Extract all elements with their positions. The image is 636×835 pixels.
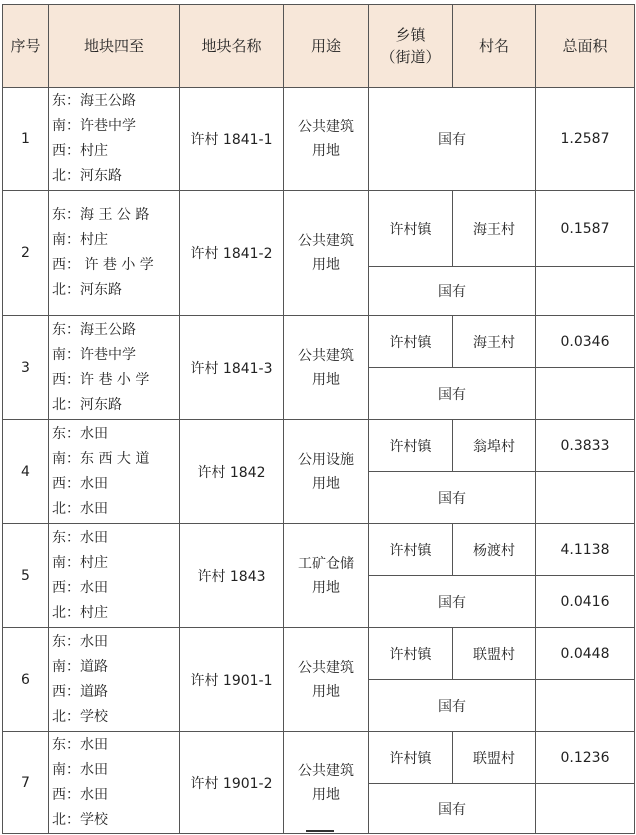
use-cell (284, 524, 369, 628)
use-line1: 公共建筑 (298, 347, 354, 364)
header-bounds: 地块四至 (49, 5, 180, 88)
bound-east: 东：水田 (52, 736, 108, 753)
use-line1: 公共建筑 (298, 762, 354, 779)
use-cell (284, 316, 369, 420)
bound-south: 南：东 西 大 道 (52, 450, 150, 467)
header-seq: 序号 (3, 5, 49, 88)
bound-west: 西： 许 巷 小 学 (52, 257, 154, 273)
village-cell: 翁埠村 (453, 420, 536, 472)
bound-south: 南：道路 (52, 658, 108, 675)
parcel-name-cell: 许村 1843 (180, 524, 284, 628)
parcel-name-cell: 许村 1901-2 (180, 732, 284, 834)
header-town-line2: （街道） (380, 48, 441, 66)
use-line1: 工矿仓储 (298, 555, 354, 572)
owner-cell: 国有 (369, 368, 536, 420)
use-line2: 用地 (312, 579, 340, 596)
area-empty-cell (536, 784, 635, 834)
town-cell: 许村镇 (369, 420, 453, 472)
parcel-name-cell: 许村 1842 (180, 420, 284, 524)
use-line2: 用地 (312, 786, 340, 803)
seq-cell: 4 (3, 420, 49, 524)
table-row (3, 316, 635, 368)
seq-cell: 6 (3, 628, 49, 732)
bound-west: 西：水田 (52, 475, 108, 492)
owner-cell: 国有 (369, 784, 536, 834)
bounds-cell (49, 420, 180, 524)
seq-cell: 1 (3, 88, 49, 191)
use-cell (284, 732, 369, 834)
owner-cell: 国有 (369, 267, 536, 316)
bounds-cell (49, 524, 180, 628)
town-cell: 许村镇 (369, 316, 453, 368)
header-town (369, 5, 453, 88)
bound-north: 北：学校 (52, 811, 108, 828)
use-line2: 用地 (312, 475, 340, 492)
bound-south: 南：村庄 (52, 232, 108, 248)
owner-cell: 国有 (369, 472, 536, 524)
village-cell: 联盟村 (453, 732, 536, 784)
bound-west: 西：水田 (52, 786, 108, 803)
use-line2: 用地 (312, 143, 340, 159)
parcel-name-cell: 许村 1841-3 (180, 316, 284, 420)
bottom-rule (306, 830, 334, 832)
bound-west: 西：许 巷 小 学 (52, 371, 150, 388)
header-use: 用途 (284, 5, 369, 88)
use-line1: 公用设施 (298, 451, 354, 468)
town-cell: 许村镇 (369, 628, 453, 680)
table-row (3, 524, 635, 576)
bound-east: 东：水田 (52, 633, 108, 650)
bound-east: 东：海王公路 (52, 93, 136, 109)
bounds-cell (49, 732, 180, 834)
area-empty-cell (536, 472, 635, 524)
table-row (3, 420, 635, 472)
bound-west: 西：水田 (52, 579, 108, 596)
table-row (3, 628, 635, 680)
town-cell: 许村镇 (369, 191, 453, 267)
bound-south: 南：村庄 (52, 554, 108, 571)
use-cell (284, 191, 369, 316)
bounds-cell (49, 191, 180, 316)
bound-east: 东：水田 (52, 529, 108, 546)
bound-north: 北：河东路 (52, 282, 122, 298)
area-cell: 1.2587 (536, 88, 635, 191)
village-cell: 杨渡村 (453, 524, 536, 576)
header-area: 总面积 (536, 5, 635, 88)
parcel-name-cell: 许村 1841-2 (180, 191, 284, 316)
seq-cell: 7 (3, 732, 49, 834)
use-cell (284, 88, 369, 191)
area-cell: 0.1236 (536, 732, 635, 784)
header-name: 地块名称 (180, 5, 284, 88)
owner-cell: 国有 (369, 680, 536, 732)
seq-cell: 5 (3, 524, 49, 628)
area-cell: 0.3833 (536, 420, 635, 472)
area-cell-2: 0.0416 (536, 576, 635, 628)
village-cell: 海王村 (453, 191, 536, 267)
use-line2: 用地 (312, 257, 340, 273)
header-row (3, 5, 635, 88)
bound-south: 南：许巷中学 (52, 118, 136, 134)
seq-cell: 3 (3, 316, 49, 420)
table-row (3, 732, 635, 784)
area-cell: 0.1587 (536, 191, 635, 267)
use-line1: 公共建筑 (298, 233, 354, 249)
bound-north: 北：学校 (52, 708, 108, 725)
area-empty-cell (536, 680, 635, 732)
area-cell: 0.0346 (536, 316, 635, 368)
parcel-name-cell: 许村 1901-1 (180, 628, 284, 732)
seq-cell: 2 (3, 191, 49, 316)
bound-north: 北：水田 (52, 500, 108, 517)
header-town-line1: 乡镇 (395, 26, 426, 44)
use-line1: 公共建筑 (298, 659, 354, 676)
bound-west: 西：村庄 (52, 143, 108, 159)
bound-east: 东：水田 (52, 425, 108, 442)
bound-east: 东：海 王 公 路 (52, 207, 150, 223)
bounds-cell (49, 628, 180, 732)
area-empty-cell (536, 267, 635, 316)
bound-north: 北：河东路 (52, 396, 122, 413)
town-cell: 许村镇 (369, 732, 453, 784)
area-empty-cell (536, 368, 635, 420)
town-cell: 许村镇 (369, 524, 453, 576)
use-line2: 用地 (312, 371, 340, 388)
village-cell: 海王村 (453, 316, 536, 368)
bounds-cell (49, 88, 180, 191)
bound-west: 西：道路 (52, 683, 108, 700)
owner-cell: 国有 (369, 576, 536, 628)
use-cell (284, 420, 369, 524)
owner-cell: 国有 (369, 88, 536, 191)
table-row (3, 191, 635, 267)
use-cell (284, 628, 369, 732)
use-line1: 公共建筑 (298, 119, 354, 135)
land-parcel-table (2, 4, 635, 834)
bounds-cell (49, 316, 180, 420)
bound-south: 南：许巷中学 (52, 346, 136, 363)
bound-north: 北：河东路 (52, 168, 122, 184)
bound-north: 北：村庄 (52, 604, 108, 621)
header-village: 村名 (453, 5, 536, 88)
table-row (3, 88, 635, 191)
bound-east: 东：海王公路 (52, 321, 136, 338)
bound-south: 南：水田 (52, 761, 108, 778)
village-cell: 联盟村 (453, 628, 536, 680)
use-line2: 用地 (312, 683, 340, 700)
area-cell: 4.1138 (536, 524, 635, 576)
area-cell: 0.0448 (536, 628, 635, 680)
parcel-name-cell: 许村 1841-1 (180, 88, 284, 191)
